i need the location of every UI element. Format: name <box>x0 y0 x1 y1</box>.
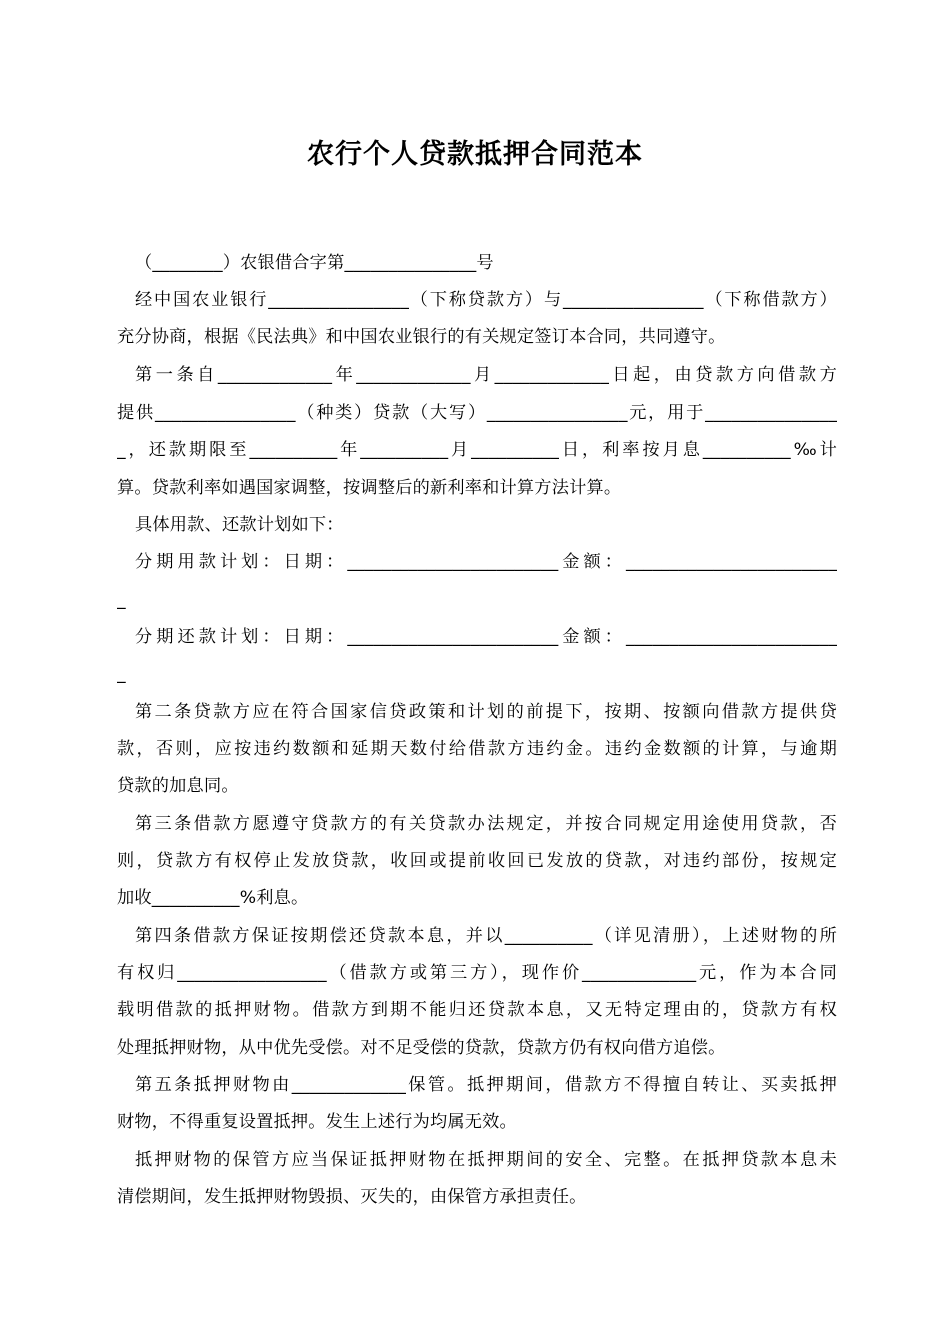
paragraph-line: 充分协商，根据《民法典》和中国农业银行的有关规定签订本合同，共同遵守。 <box>117 327 726 347</box>
paragraph-line: 经中国农业银行________________（下称贷款方）与________________（下称借款方） <box>135 290 837 310</box>
article-5-line: 第五条抵押财物由_____________保管。抵押期间，借款方不得擅自转让、买卖抵押 <box>135 1075 837 1095</box>
article-2-line: 贷款的加息同。 <box>117 776 239 796</box>
plan-heading: 具体用款、还款计划如下： <box>135 515 344 535</box>
article-1-line: 第一条自_____________年_____________月_____________日起，由贷款方向借款方 <box>135 365 837 385</box>
article-1-line: 算。贷款利率如遇国家调整，按调整后的新利率和计算方法计算。 <box>117 478 622 498</box>
custody-paragraph-line: 抵押财物的保管方应当保证抵押财物在抵押期间的安全、完整。在抵押贷款本息未 <box>135 1150 837 1170</box>
document-title: 农行个人贷款抵押合同范本 <box>307 139 643 170</box>
article-2-line: 第二条贷款方应在符合国家信贷政策和计划的前提下，按期、按额向借款方提供贷 <box>135 702 837 722</box>
article-4-line: 第四条借款方保证按期偿还贷款本息，并以__________（详见清册），上述财物的所 <box>135 926 837 946</box>
article-3-line: 加收__________%利息。 <box>117 888 309 908</box>
article-3-line: 第三条借款方愿遵守贷款方的有关贷款办法规定，并按合同规定用途使用贷款，否 <box>135 814 837 834</box>
article-4-line: 处理抵押财物，从中优先受偿。对不足受偿的贷款，贷款方仍有权向借方追偿。 <box>117 1038 726 1058</box>
article-4-line: 载明借款的抵押财物。借款方到期不能归还贷款本息，又无特定理由的，贷款方有权 <box>117 1000 837 1020</box>
loan-draw-plan-line: _ <box>117 590 126 610</box>
repayment-plan-line: _ <box>117 664 126 684</box>
contract-number-line: （________）农银借合字第_______________号 <box>135 253 494 273</box>
article-1-line: 提供________________（种类）贷款（大写）________________元，用于_______________ <box>117 403 837 423</box>
article-4-line: 有权归_________________（借款方或第三方），现作价_____________元，作为本合同 <box>117 963 837 983</box>
custody-paragraph-line: 清偿期间，发生抵押财物毁损、灭失的，由保管方承担责任。 <box>117 1187 587 1207</box>
article-1-line: _，还款期限至__________年__________月__________日，利率按月息__________‰计 <box>117 440 837 460</box>
article-2-line: 款，否则，应按违约数额和延期天数付给借款方违约金。违约金数额的计算，与逾期 <box>117 739 837 759</box>
article-3-line: 则，贷款方有权停止发放贷款，收回或提前收回已发放的贷款，对违约部份，按规定 <box>117 851 837 871</box>
article-5-line: 财物，不得重复设置抵押。发生上述行为均属无效。 <box>117 1112 517 1132</box>
loan-draw-plan-line: 分期用款计划：日期：________________________金额：________________________ <box>135 552 837 572</box>
repayment-plan-line: 分期还款计划：日期：________________________金额：________________________ <box>135 627 837 647</box>
